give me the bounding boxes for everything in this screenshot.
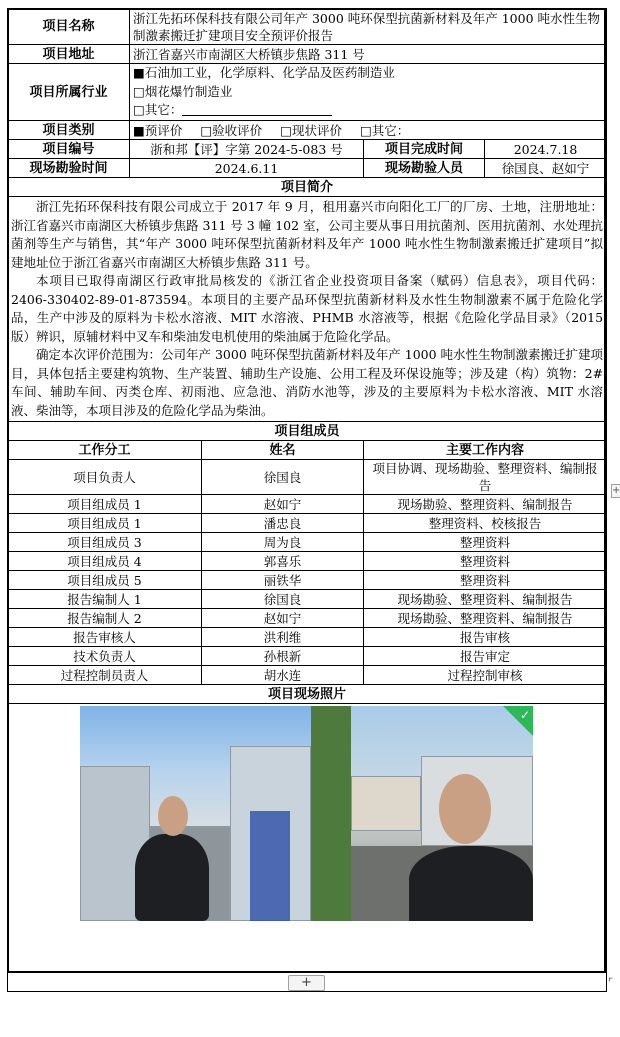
team-name-cell: 徐国良 <box>202 460 364 495</box>
team-name-cell: 潘忠良 <box>202 514 364 533</box>
team-header-name: 姓名 <box>202 441 364 460</box>
team-name-cell: 郭喜乐 <box>202 552 364 571</box>
label-industry: 项目所属行业 <box>8 64 130 121</box>
team-work-cell: 整理资料 <box>364 552 607 571</box>
category-option-label: 预评价 <box>144 122 183 138</box>
checkbox-empty-icon: □ <box>359 122 372 138</box>
team-name-cell: 丽铁华 <box>202 571 364 590</box>
team-role-cell: 过程控制员责人 <box>8 666 202 685</box>
label-survey-time: 现场勘验时间 <box>8 159 130 178</box>
checkbox-empty-icon: □ <box>280 122 292 138</box>
team-role-cell: 技术负责人 <box>8 647 202 666</box>
category-option-label: 其它： <box>371 122 410 138</box>
checkbox-checked-icon: ■ <box>133 65 145 81</box>
team-work-cell: 整理资料 <box>364 533 607 552</box>
team-header-role: 工作分工 <box>8 441 202 460</box>
team-role-cell: 项目负责人 <box>8 460 202 495</box>
team-role-cell: 报告编制人 1 <box>8 590 202 609</box>
team-role-cell: 项目组成员 3 <box>8 533 202 552</box>
checkbox-empty-icon: □ <box>133 102 145 118</box>
team-work-cell: 整理资料、校核报告 <box>364 514 607 533</box>
team-name-cell: 徐国良 <box>202 590 364 609</box>
team-role-cell: 项目组成员 4 <box>8 552 202 571</box>
team-work-cell: 报告审定 <box>364 647 607 666</box>
project-address-value: 浙江省嘉兴市南湖区大桥镇步焦路 311 号 <box>130 45 607 64</box>
industry-option-label: 烟花爆竹制造业 <box>144 83 233 99</box>
team-role-cell: 报告编制人 2 <box>8 609 202 628</box>
survey-time-value: 2024.6.11 <box>130 159 364 178</box>
label-project-name: 项目名称 <box>8 9 130 45</box>
team-name-cell: 赵如宁 <box>202 495 364 514</box>
team-work-cell: 过程控制审核 <box>364 666 607 685</box>
label-surveyors: 现场勘验人员 <box>364 159 485 178</box>
industry-option-label: 石油加工业，化学原料、化学品及医药制造业 <box>144 65 395 81</box>
team-work-cell: 现场勘验、整理资料、编制报告 <box>364 495 607 514</box>
team-role-cell: 报告审核人 <box>8 628 202 647</box>
section-title-intro: 项目简介 <box>8 178 607 197</box>
surveyors-value: 徐国良、赵如宁 <box>485 159 607 178</box>
team-work-cell: 报告审核 <box>364 628 607 647</box>
side-add-button[interactable]: + <box>612 485 620 496</box>
industry-option-label: 其它： <box>144 102 183 118</box>
team-work-cell: 整理资料 <box>364 571 607 590</box>
team-name-cell: 洪利维 <box>202 628 364 647</box>
team-role-cell: 项目组成员 1 <box>8 495 202 514</box>
label-project-address: 项目地址 <box>8 45 130 64</box>
label-finish-time: 项目完成时间 <box>364 140 485 159</box>
team-role-cell: 项目组成员 1 <box>8 514 202 533</box>
document-frame <box>7 8 606 973</box>
team-work-cell: 现场勘验、整理资料、编制报告 <box>364 590 607 609</box>
intro-paragraph-1: 浙江先拓环保科技有限公司成立于 2017 年 9 月，租用嘉兴市向阳化工厂的厂房、土地，注册地址：浙江省嘉兴市南湖区大桥镇步焦路 311 号 3 幢 102 室，公司主要从事日用抗菌剂、医用抗菌剂、水处理抗菌剂等生产与销售，其“年产 3000 吨环保型抗菌新材料及年产 1000 吨水性生物制激素搬迁扩建项目”拟建地址位于浙江省嘉兴市南湖区大桥镇步焦路 311 号。 <box>11 199 604 270</box>
label-category: 项目类别 <box>8 121 130 140</box>
checkbox-empty-icon: □ <box>200 122 213 138</box>
project-code-value: 浙和邦【评】字第 2024-5-083 号 <box>130 140 364 159</box>
team-work-cell: 现场勘验、整理资料、编制报告 <box>364 609 607 628</box>
team-name-cell: 孙根新 <box>202 647 364 666</box>
finish-time-value: 2024.7.18 <box>485 140 607 159</box>
section-title-members: 项目组成员 <box>8 422 607 441</box>
team-name-cell: 赵如宁 <box>202 609 364 628</box>
team-name-cell: 周为良 <box>202 533 364 552</box>
add-row-button[interactable]: + <box>288 975 325 991</box>
project-name-value: 浙江先拓环保科技有限公司年产 3000 吨环保型抗菌新材料及年产 1000 吨水性生物制激素搬迁扩建项目安全预评价报告 <box>130 9 607 45</box>
team-header-work: 主要工作内容 <box>364 441 607 460</box>
team-work-cell: 项目协调、现场勘验、整理资料、编制报告 <box>364 460 607 495</box>
team-role-cell: 项目组成员 5 <box>8 571 202 590</box>
check-icon: ✓ <box>519 708 530 722</box>
intro-paragraph-3: 确定本次评价范围为：公司年产 3000 吨环保型抗菌新材料及年产 1000 吨水性生物制激素搬迁扩建项目，具体包括主要建构筑物、生产装置、辅助生产设施、公用工程及环保设施等；涉及建（构）筑物：2#车间、辅助车间、丙类仓库、初雨池、应急池、消防水池等，涉及的主要原料为卡松水溶液、MIT 水溶液、柴油等，本项目涉及的危险化学品为柴油。 <box>11 347 604 418</box>
category-option-label: 现状评价 <box>291 122 342 138</box>
label-project-code: 项目编号 <box>8 140 130 159</box>
resize-handle-icon[interactable]: ⌜ <box>608 976 614 989</box>
section-title-photos: 项目现场照片 <box>8 685 607 704</box>
checkbox-empty-icon: □ <box>133 83 145 99</box>
intro-paragraph-2: 本项目已取得南湖区行政审批局核发的《浙江省企业投资项目备案（赋码）信息表》，项目代码：2406-330402-89-01-873594。本项目的主要产品环保型抗菌新材料及水性生物制激素不属于危险化学品，生产中涉及的原料为卡松水溶液、MIT 水溶液、PHMB 水溶液等，根据《危险化学品目录》（2015 版）辨识，原辅材料中叉车和柴油发电机使用的柴油属于危险化学品。 <box>11 273 604 344</box>
category-option-label: 验收评价 <box>212 122 263 138</box>
team-name-cell: 胡水连 <box>202 666 364 685</box>
checkbox-checked-icon: ■ <box>133 122 145 138</box>
